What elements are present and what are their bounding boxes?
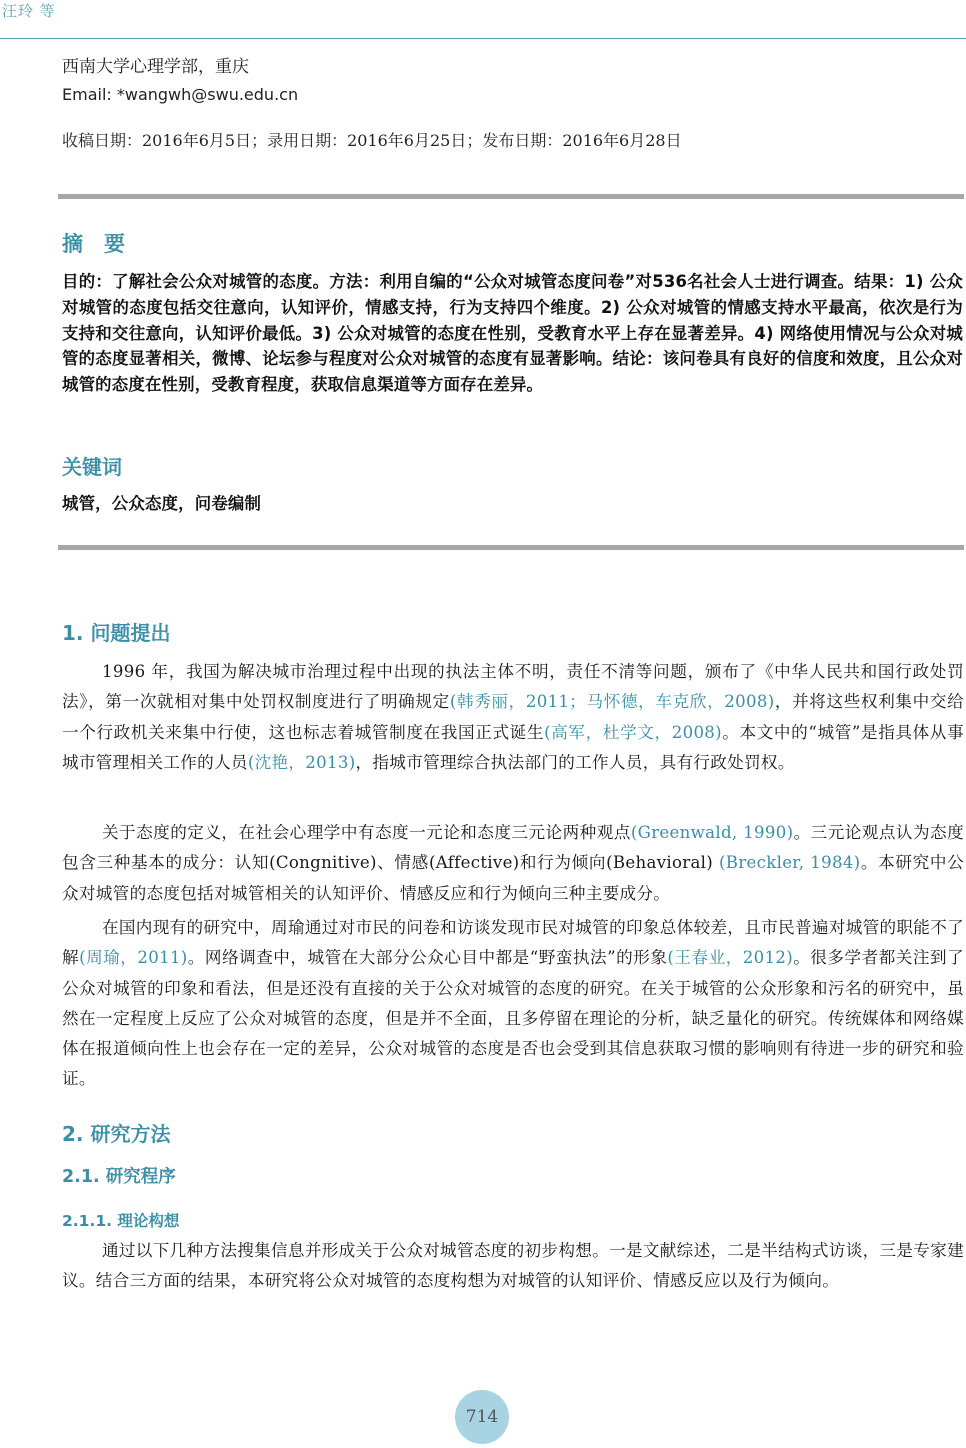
citation: (周瑜，2011) <box>79 948 188 968</box>
running-header-author: 汪玲 等 <box>2 2 56 20</box>
section-1-paragraph-1 <box>62 657 964 778</box>
paragraph-text: ，指城市管理综合执法部门的工作人员，具有行政处罚权。 <box>355 752 795 772</box>
section-1-paragraph-3 <box>62 913 964 1095</box>
abstract-text: 目的：了解社会公众对城管的态度。方法：利用自编的“公众对城管态度问卷”对536名社会人士进行调查。结果：1) 公众对城管的态度包括交往意向，认知评价，情感支持，行为支持四个维度。2) 公众对城管的情感支持水平最高，依次是行为支持和交往意向，认知评价最低。3) 公众对城管的态度在性别，受教育水平上存在显著差异。4) 网络使用情况与公众对城管的态度显著相关，微博、论坛参与程度对公众对城管的态度有显著影响。结论：该问卷具有良好的信度和效度，且公众对城管的态度在性别，受教育程度，获取信息渠道等方面存在差异。 <box>62 272 963 395</box>
citation: (王春业，2012) <box>667 948 793 968</box>
paragraph-text: 。本研究中公众对城管的态度包括对城管相关的认知评价、情感反应和行为倾向三种主要成分。 <box>62 853 965 903</box>
section-1-heading: 1. 问题提出 <box>62 621 171 645</box>
affiliation-institution: 西南大学心理学部，重庆 <box>62 57 249 77</box>
paragraph-text: 。本文中的“城管”是指具体从事城市管理相关工作的人员 <box>62 722 965 772</box>
header-rule <box>0 38 966 39</box>
paragraph-text: 。网络调查中，城管在大部分公众心目中都是“野蛮执法”的形象 <box>187 948 668 968</box>
section-2-heading: 2. 研究方法 <box>62 1122 171 1146</box>
abstract-top-rule <box>58 194 964 199</box>
keywords-text: 城管，公众态度，问卷编制 <box>62 494 262 513</box>
citation: (Breckler, 1984) <box>719 853 861 873</box>
publication-dates: 收稿日期：2016年6月5日；录用日期：2016年6月25日；发布日期：2016年6月28日 <box>62 131 682 150</box>
author-email: Email: *wangwh@swu.edu.cn <box>62 85 299 104</box>
subsection-2-1-heading: 2.1. 研究程序 <box>62 1167 176 1187</box>
paragraph-text: 1996 年，我国为解决城市治理过程中出现的执法主体不明，责任不清等问题，颁布了《中华人民共和国行政处罚法》，第一次就相对集中处罚权制度进行了明确规定 <box>62 662 964 712</box>
keywords-heading: 关键词 <box>62 455 122 479</box>
citation: (沈艳，2013) <box>247 752 356 772</box>
paragraph-text: ，并将这些权利集中交给一个行政机关来集中行使，这也标志着城管制度在我国正式诞生 <box>62 692 964 742</box>
section-1-paragraph-2 <box>62 818 964 909</box>
paragraph-text: 在国内现有的研究中，周瑜通过对市民的问卷和访谈发现市民对城管的印象总体较差，且市民普遍对城管的职能不了解 <box>62 918 964 968</box>
paragraph-text: 。很多学者都关注到了公众对城管的印象和看法，但是还没有直接的关于公众对城管的态度的研究。在关于城管的公众形象和污名的研究中，虽然在一定程度上反应了公众对城管的态度，但是并不全面，且多停留在理论的分析，缺乏量化的研究。传统媒体和网络媒体在报道倾向性上也会存在一定的差异，公众对城管的态度是否也会受到其信息获取习惯的影响则有待进一步的研究和验证。 <box>62 948 964 1089</box>
section-2-paragraph-1: 通过以下几种方法搜集信息并形成关于公众对城管态度的初步构想。一是文献综述，二是半结构式访谈，三是专家建议。结合三方面的结果，本研究将公众对城管的态度构想为对城管的认知评价、情感反应以及行为倾向。 <box>62 1241 964 1291</box>
subsection-2-1-1-heading: 2.1.1. 理论构想 <box>62 1212 180 1230</box>
abstract-bottom-rule <box>58 545 964 550</box>
citation: (高军，杜学文，2008) <box>544 722 722 742</box>
citation: (韩秀丽，2011；马怀德，车克欣，2008) <box>449 692 775 712</box>
abstract-heading: 摘 要 <box>62 232 125 256</box>
paragraph-text: 关于态度的定义，在社会心理学中有态度一元论和态度三元论两种观点 <box>102 823 631 842</box>
page-number-badge: 714 <box>455 1390 509 1444</box>
citation: (Greenwald, 1990) <box>630 823 794 842</box>
paragraph-text: 。三元论观点认为态度包含三种基本的成分：认知(Congnitive)、情感(Affective)和行为倾向(Behavioral) <box>62 823 965 873</box>
